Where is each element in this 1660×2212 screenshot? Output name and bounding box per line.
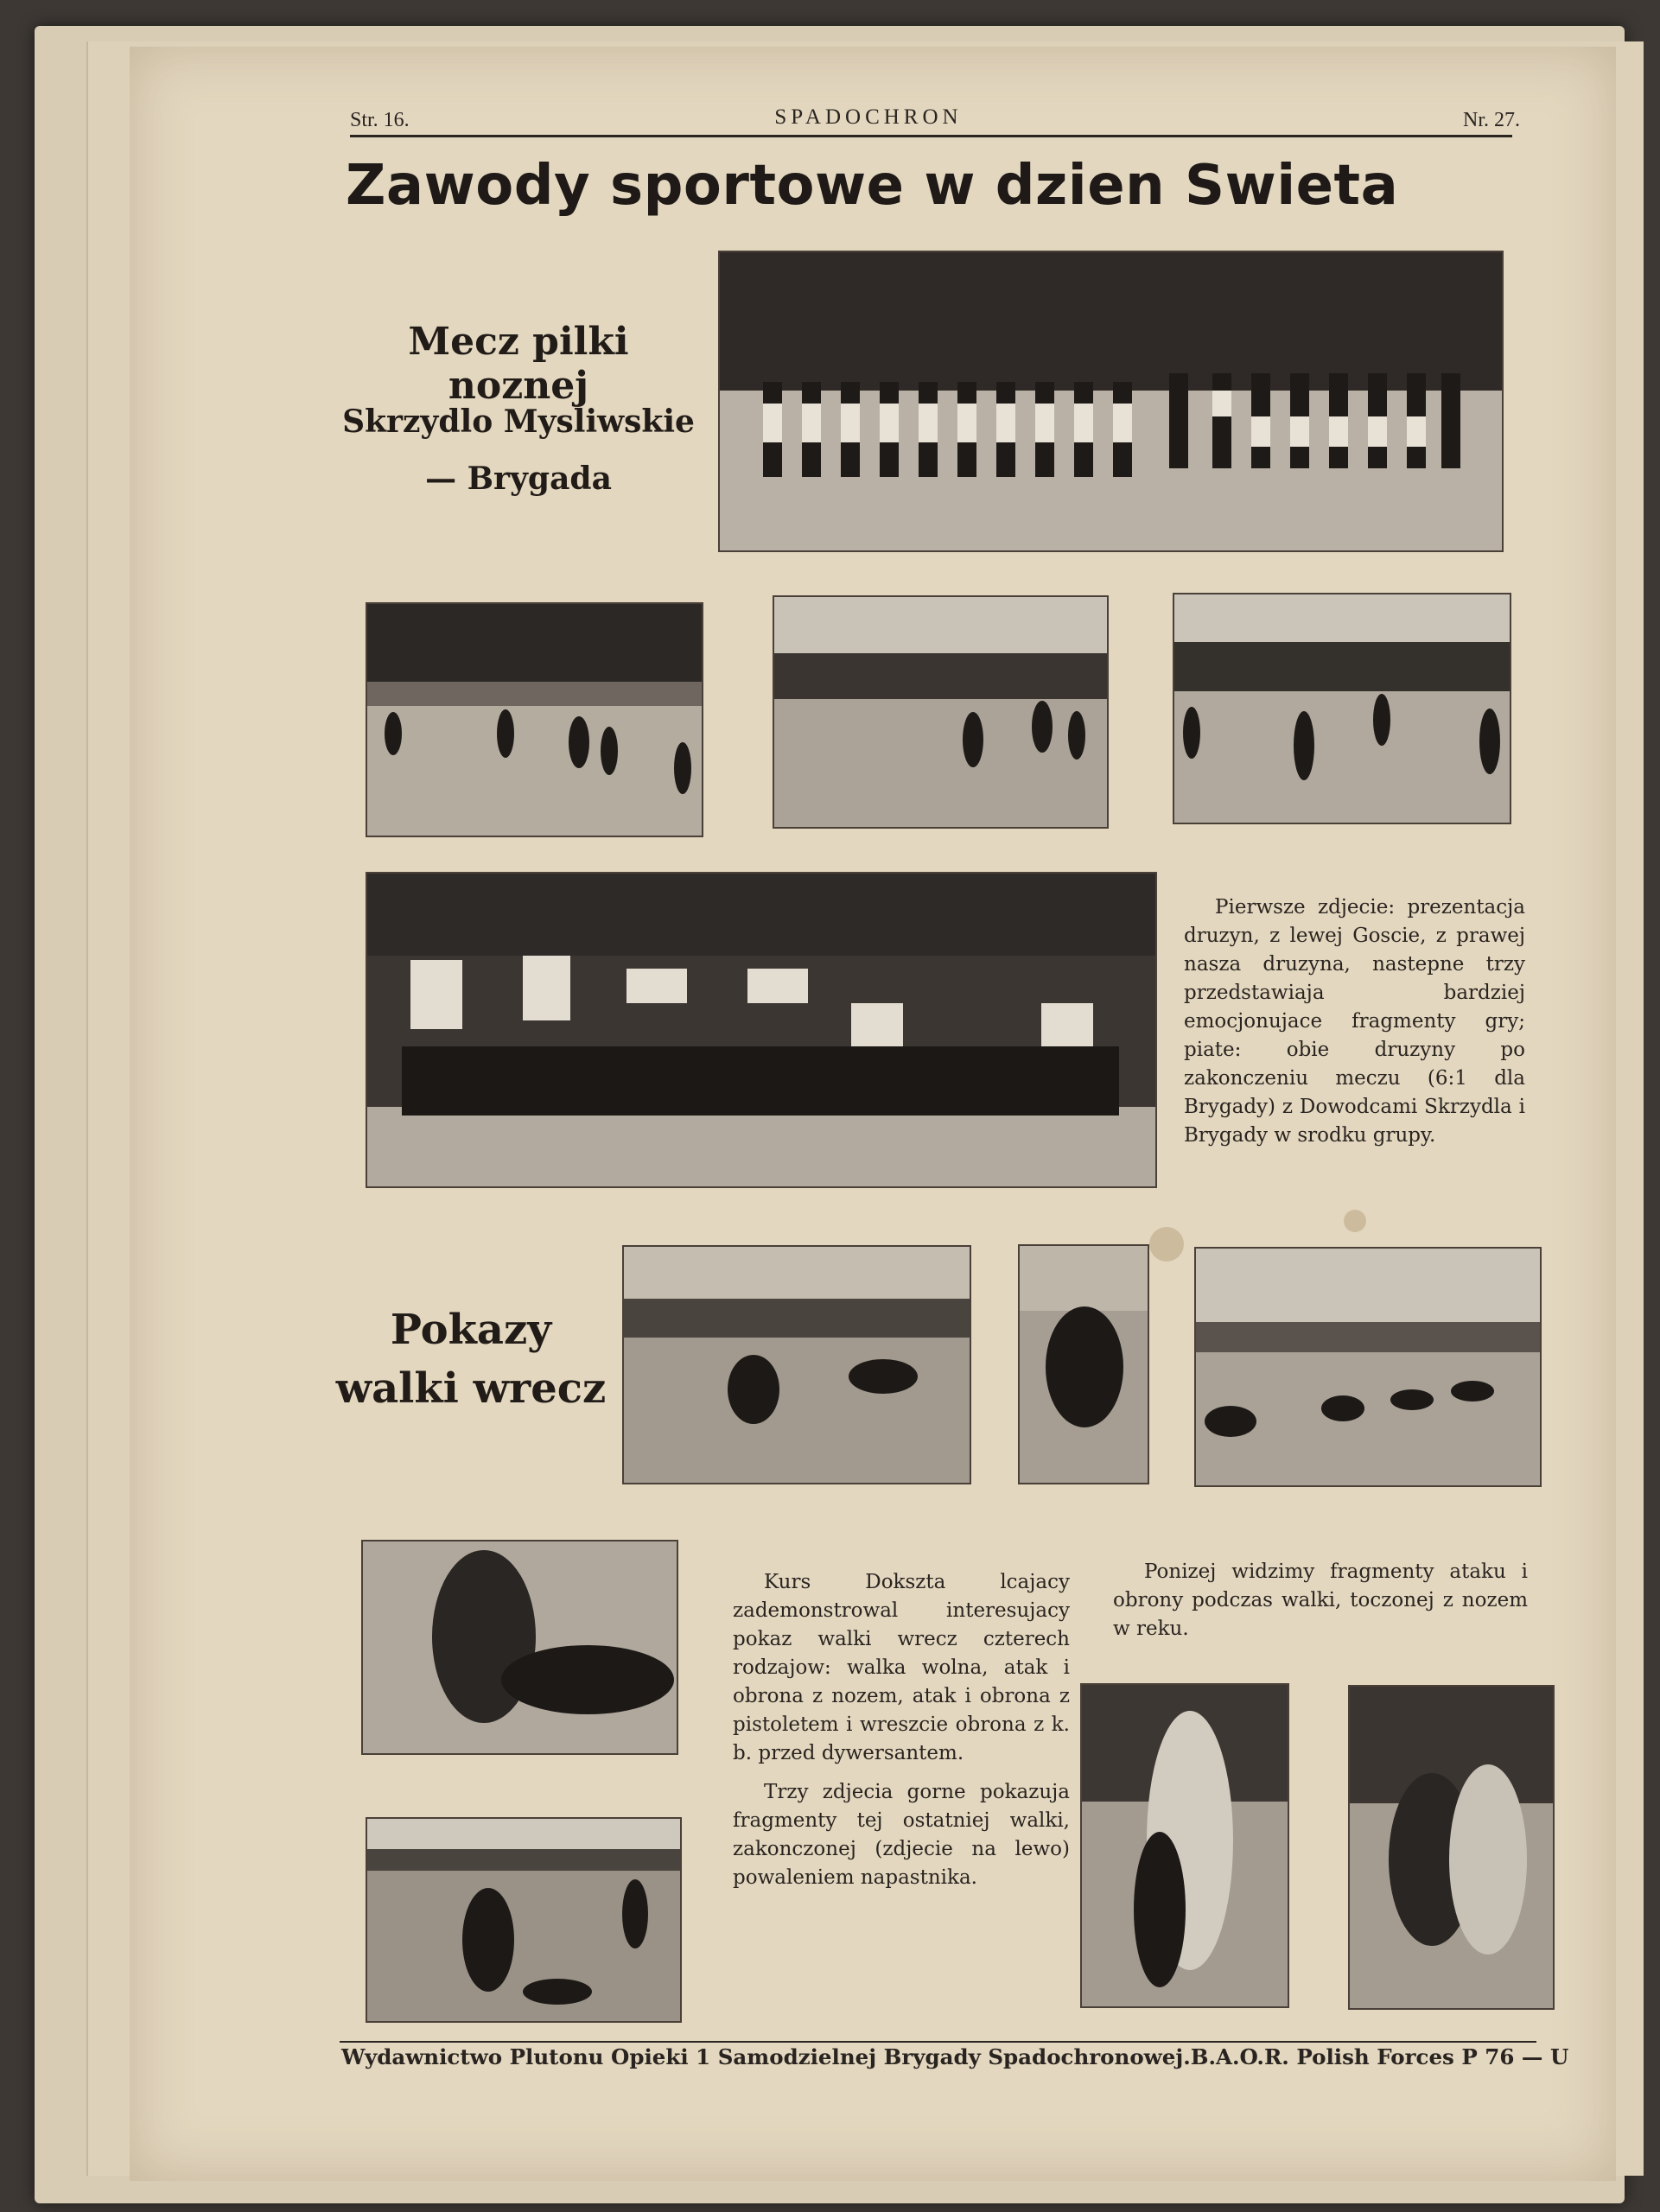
- combat-caption: [733, 1568, 1070, 1892]
- football-heading: Mecz pilki noznej: [408, 320, 629, 408]
- photo-team-presentation: [718, 251, 1504, 552]
- combat-heading-line1: Pokazy: [390, 1306, 552, 1354]
- page-title: Zawody sportowe w dzien Swieta: [346, 154, 1399, 218]
- photo-combat-3: [1194, 1247, 1542, 1487]
- combat-caption-text-1: Kurs Dokszta lcajacy zademonstrowal interesujacy pokaz walki wrecz czterech rodzajow: walka wolna, atak i obrona z nozem, atak i obrona z pistoletem i wreszcie obrona z k. b. przed dywersantem.: [733, 1571, 1070, 1764]
- publisher-footer: Wydawnictwo Plutonu Opieki 1 Samodzielnej Brygady Spadochronowej.B.A.O.R. Polish Forces P 76 — U: [341, 2044, 1569, 2069]
- photo-match-2: [773, 595, 1109, 829]
- stain: [1149, 1227, 1184, 1262]
- knife-caption: [1113, 1558, 1528, 1643]
- combat-heading-line2: walki wrecz: [335, 1364, 607, 1413]
- photo-knife-2: [1348, 1685, 1555, 2010]
- football-caption: [1184, 893, 1525, 1150]
- stain: [1344, 1210, 1366, 1232]
- photo-combat-4: [361, 1540, 678, 1755]
- header-rule: [350, 135, 1512, 137]
- page-header: [220, 102, 1520, 137]
- combat-heading: [333, 1300, 609, 1418]
- photo-match-1: [366, 602, 703, 837]
- combat-caption-text-2: Trzy zdjecia gorne pokazuja fragmenty tej ostatniej walki, zakonczonej (zdjecie na lewo) powaleniem napastnika.: [733, 1781, 1070, 1889]
- photo-teams-group: [366, 872, 1157, 1188]
- football-teams-line1: Skrzydlo Mysliwskie: [342, 404, 695, 440]
- football-teams-line2: — Brygada: [425, 461, 612, 497]
- masthead: SPADOCHRON: [774, 105, 963, 129]
- issue-number: Nr. 27.: [1463, 109, 1520, 131]
- photo-combat-2: [1018, 1244, 1149, 1484]
- page-number: Str. 16.: [350, 109, 410, 131]
- knife-caption-text: Ponizej widzimy fragmenty ataku i obrony podczas walki, toczonej z nozem w reku.: [1113, 1560, 1528, 1640]
- photo-combat-5: [366, 1817, 682, 2023]
- footer-rule: [340, 2041, 1536, 2043]
- football-caption-text: Pierwsze zdjecie: prezentacja druzyn, z lewej Goscie, z prawej nasza druzyna, nastepne trzy przedstawiaja bardziej emocjonujace fragmenty gry; piate: obie druzyny po zakonczeniu meczu (6:1 dla Brygady) z Dowodcami Skrzydla i Brygady w srodku grupy.: [1184, 896, 1525, 1147]
- photo-combat-1: [622, 1245, 971, 1484]
- photo-knife-1: [1080, 1683, 1289, 2008]
- football-teams: [341, 393, 696, 507]
- photo-match-3: [1173, 593, 1511, 824]
